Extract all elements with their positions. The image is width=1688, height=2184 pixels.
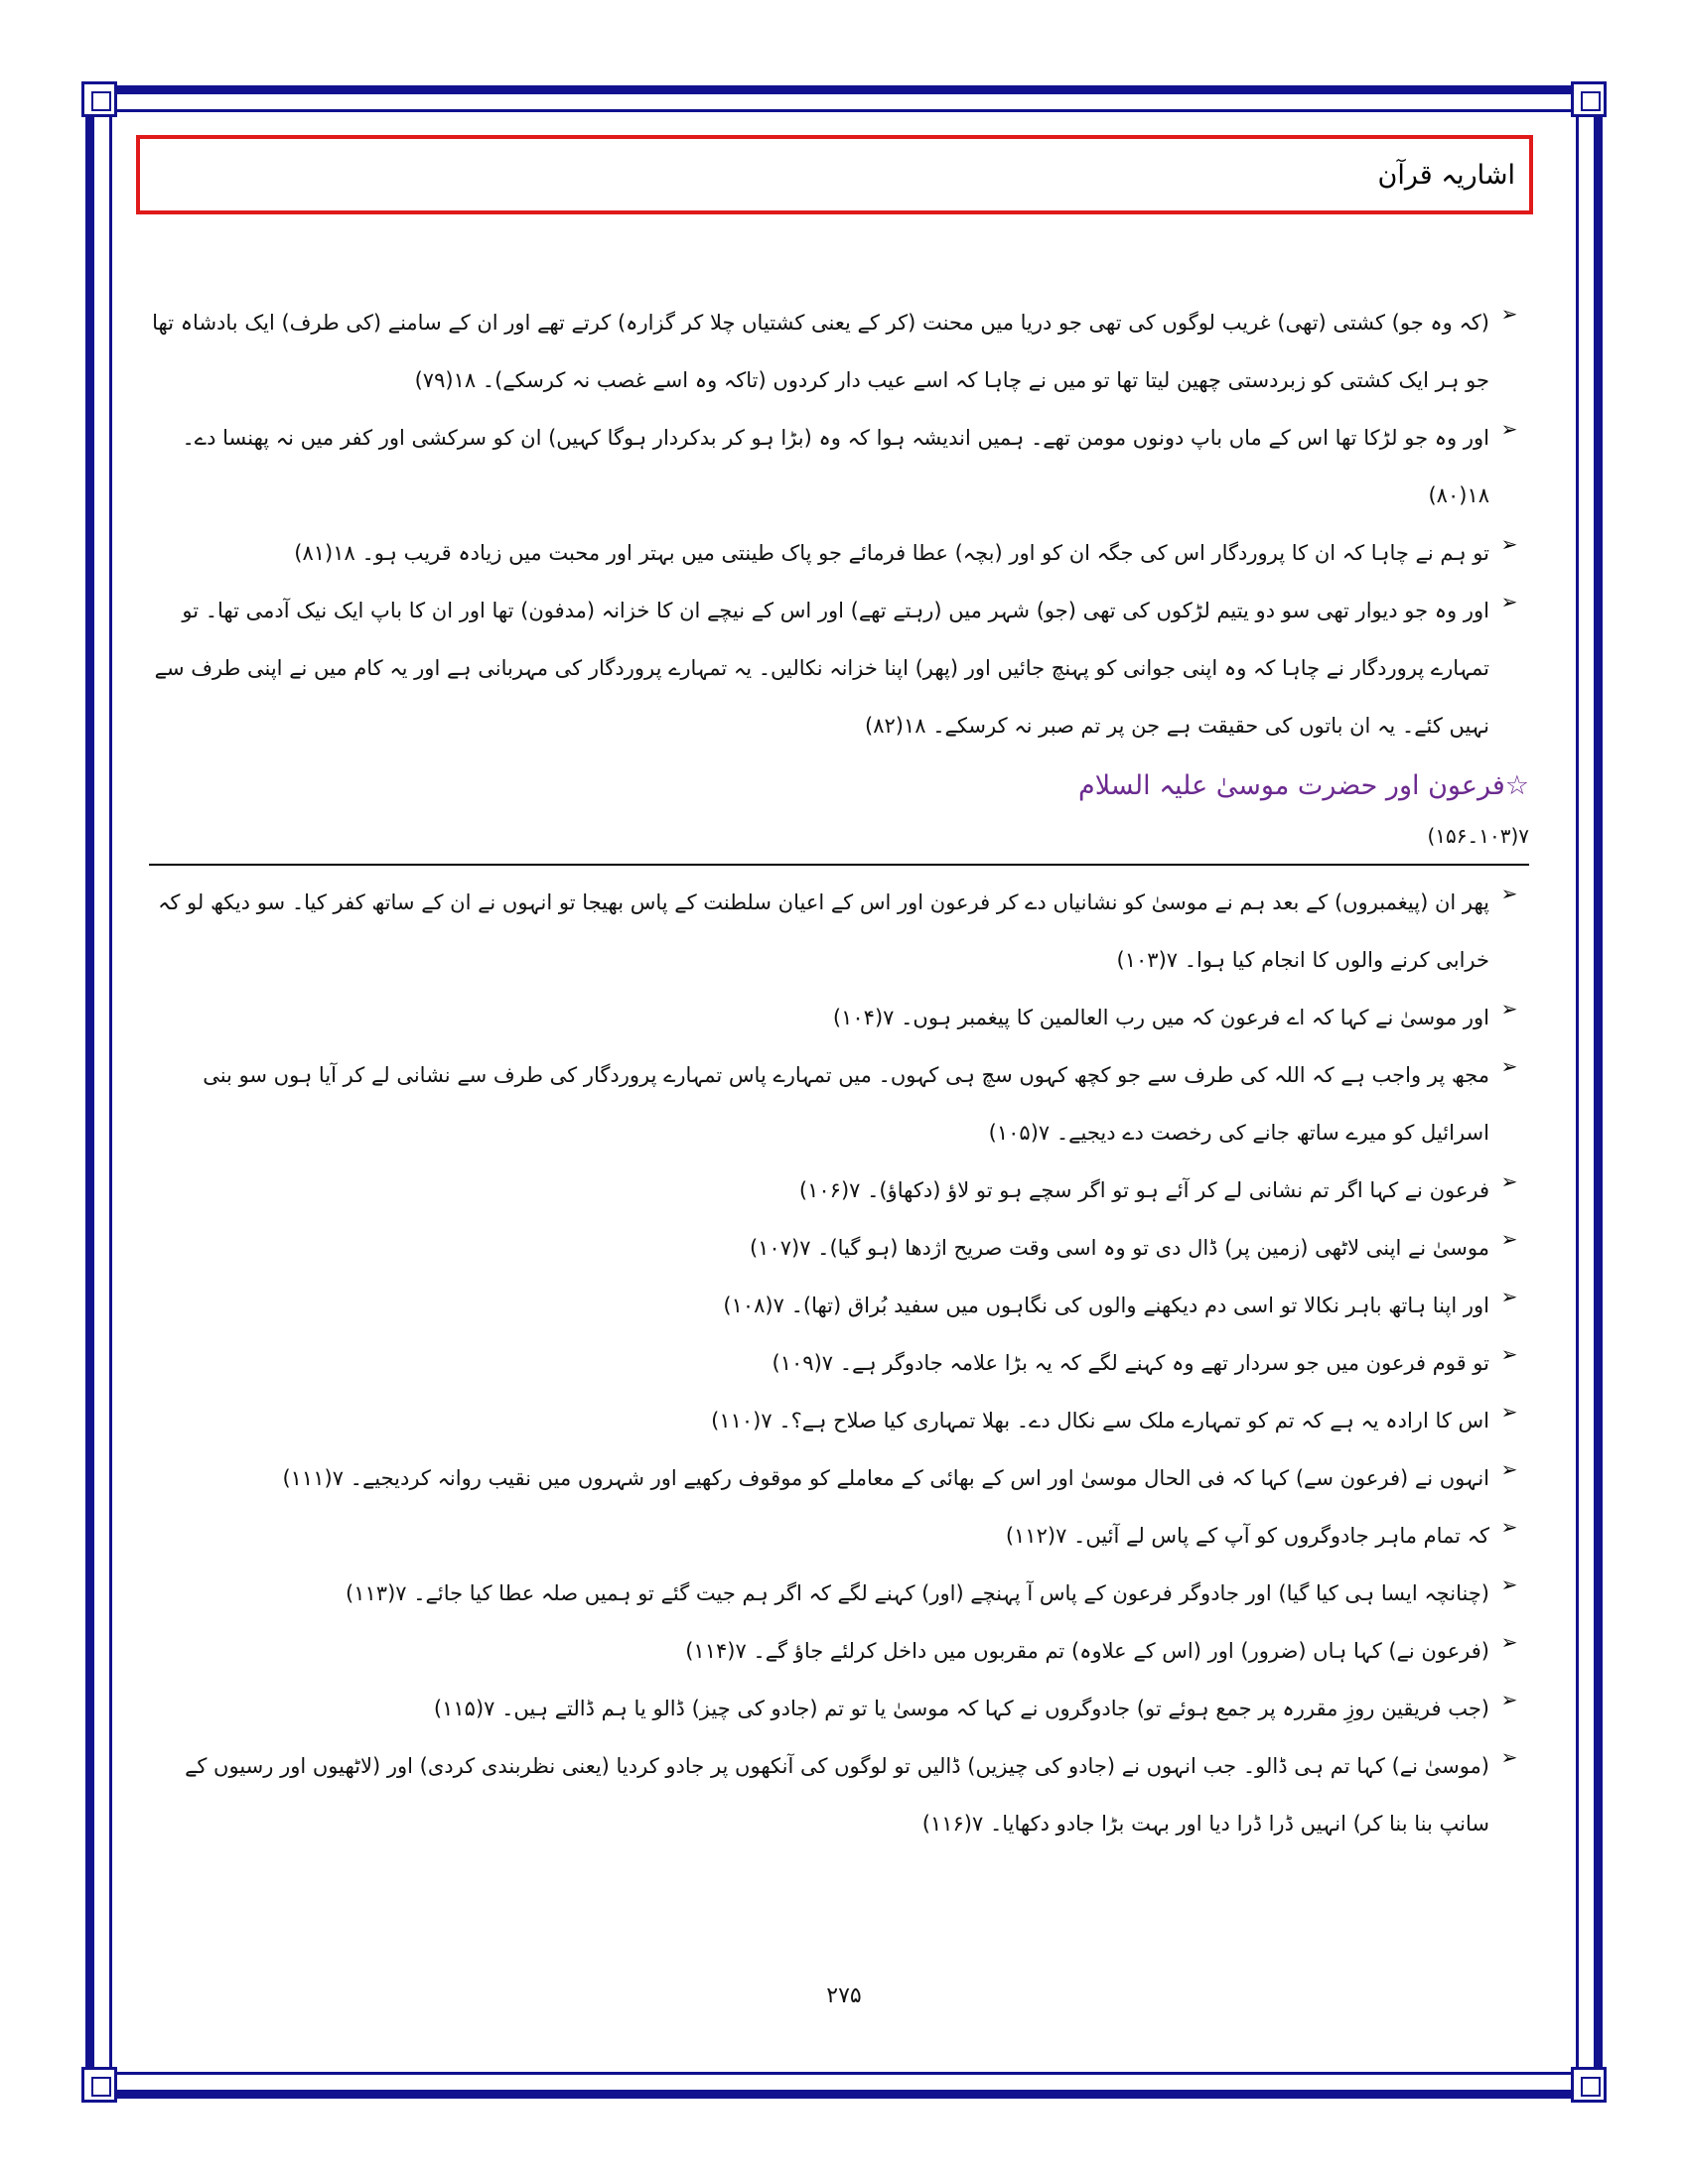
main-content [149, 294, 1529, 1852]
list-item-text: اور اپنا ہاتھ باہر نکالا تو اسی دم دیکھنے والوں کی نگاہوں میں سفید بُراق (تھا)۔ ۷(۱۰۸) [723, 1294, 1489, 1317]
arrow-bullet-icon: ➢ [1500, 1630, 1518, 1654]
list-item-text: تو قوم فرعون میں جو سردار تھے وہ کہنے لگے کہ یہ بڑا علامہ جادوگر ہے۔ ۷(۱۰۹) [772, 1351, 1489, 1375]
arrow-bullet-icon: ➢ [1500, 1572, 1518, 1596]
list-item-text: اور وہ جو لڑکا تھا اس کے ماں باپ دونوں مومن تھے۔ ہمیں اندیشہ ہوا کہ وہ (بڑا ہو کر بدکردار ہوگا کہیں) ان کو سرکشی اور کفر میں نہ پھنسا دے۔ ۱۸(۸۰) [182, 426, 1489, 507]
arrow-bullet-icon: ➢ [1500, 1688, 1518, 1711]
list-item [149, 1161, 1529, 1219]
list-item-text: کہ تمام ماہر جادوگروں کو آپ کے پاس لے آئیں۔ ۷(۱۱۲) [1005, 1524, 1489, 1548]
arrow-bullet-icon: ➢ [1500, 1227, 1518, 1251]
corner-ornament-top-left [81, 81, 117, 117]
list-item [149, 989, 1529, 1046]
list-item [149, 582, 1529, 754]
arrow-bullet-icon: ➢ [1500, 1745, 1518, 1769]
list-item [149, 1046, 1529, 1161]
list-item [149, 1449, 1529, 1507]
list-item-text: اس کا ارادہ یہ ہے کہ تم کو تمہارے ملک سے نکال دے۔ بھلا تمہاری کیا صلاح ہے؟۔ ۷(۱۱۰) [711, 1409, 1489, 1433]
list-item-text: اور وہ جو دیوار تھی سو دو یتیم لڑکوں کی تھی (جو) شہر میں (رہتے تھے) اور اس کے نیچے ان کا خزانہ (مدفون) تھا اور ان کا باپ ایک نیک آدمی تھا۔ تو تمہارے پروردگار نے چاہا کہ وہ اپنی جوانی کو پہنچ جائیں اور (پھر) اپنا خزانہ نکالیں۔ یہ تمہارے پروردگار کی مہربانی ہے اور یہ کام میں نے اپنی طرف سے نہیں کئے۔ یہ ان باتوں کی حقیقت ہے جن پر تم صبر نہ کرسکے۔ ۱۸(۸۲) [154, 599, 1489, 738]
arrow-bullet-icon: ➢ [1500, 1285, 1518, 1308]
arrow-bullet-icon: ➢ [1500, 997, 1518, 1021]
list-item [149, 524, 1529, 582]
list-item [149, 1680, 1529, 1737]
section-1-list [149, 294, 1529, 754]
page-title: اشاریہ قرآن [1377, 159, 1515, 191]
list-item-text: فرعون نے کہا اگر تم نشانی لے کر آئے ہو تو اگر سچے ہو تو لاؤ (دکھاؤ)۔ ۷(۱۰۶) [798, 1178, 1489, 1202]
arrow-bullet-icon: ➢ [1500, 1054, 1518, 1078]
list-item [149, 1334, 1529, 1392]
list-item-text: پھر ان (پیغمبروں) کے بعد ہم نے موسیٰ کو نشانیاں دے کر فرعون اور اس کے اعیان سلطنت کے پاس بھیجا تو انہوں نے ان کے ساتھ کفر کیا۔ سو دیکھ لو کہ خرابی کرنے والوں کا انجام کیا ہوا۔ ۷(۱۰۳) [158, 890, 1489, 972]
page-number: ۲۷۵ [826, 1983, 862, 2008]
list-item [149, 1565, 1529, 1622]
list-item-text: اور موسیٰ نے کہا کہ اے فرعون کہ میں رب العالمین کا پیغمبر ہوں۔ ۷(۱۰۴) [832, 1006, 1489, 1029]
list-item-text: تو ہم نے چاہا کہ ان کا پروردگار اس کی جگہ ان کو اور (بچہ) عطا فرمائے جو پاک طینتی میں بہتر اور محبت میں زیادہ قریب ہو۔ ۱۸(۸۱) [294, 541, 1489, 565]
corner-ornament-top-right [1571, 81, 1607, 117]
list-item [149, 294, 1529, 409]
section-heading: ☆فرعون اور حضرت موسیٰ علیہ السلام [1077, 770, 1529, 801]
list-item-text: (کہ وہ جو) کشتی (تھی) غریب لوگوں کی تھی جو دریا میں محنت (کر کے یعنی کشتیاں چلا کر گزارہ) کرتے تھے اور ان کے سامنے (کی طرف) ایک بادشاہ تھا جو ہر ایک کشتی کو زبردستی چھین لیتا تھا تو میں نے چاہا کہ اسے عیب دار کردوں (تاکہ وہ اسے غصب نہ کرسکے)۔ ۱۸(۷۹) [152, 311, 1489, 392]
list-item-text: (موسیٰ نے) کہا تم ہی ڈالو۔ جب انہوں نے (جادو کی چیزیں) ڈالیں تو لوگوں کی آنکھوں پر جادو کردیا (یعنی نظربندی کردی) اور (لاٹھیوں اور رسیوں کے سانپ بنا بنا کر) انہیں ڈرا ڈرا دیا اور بہت بڑا جادو دکھایا۔ ۷(۱۱۶) [185, 1754, 1489, 1836]
list-item [149, 1737, 1529, 1852]
corner-ornament-bottom-right [1571, 2067, 1607, 2103]
arrow-bullet-icon: ➢ [1500, 302, 1518, 326]
section-divider [149, 864, 1529, 866]
list-item-text: مجھ پر واجب ہے کہ اللہ کی طرف سے جو کچھ کہوں سچ ہی کہوں۔ میں تمہارے پاس تمہارے پروردگار کی طرف سے نشانی لے کر آیا ہوں سو بنی اسرائیل کو میرے ساتھ جانے کی رخصت دے دیجیے۔ ۷(۱۰۵) [203, 1063, 1489, 1145]
list-item-text: (چنانچہ ایسا ہی کیا گیا) اور جادوگر فرعون کے پاس آ پہنچے (اور) کہنے لگے کہ اگر ہم جیت گئے تو ہمیں صلہ عطا کیا جائے۔ ۷(۱۱۳) [346, 1581, 1489, 1605]
arrow-bullet-icon: ➢ [1500, 1515, 1518, 1539]
arrow-bullet-icon: ➢ [1500, 1169, 1518, 1193]
list-item [149, 409, 1529, 524]
arrow-bullet-icon: ➢ [1500, 882, 1518, 905]
list-item [149, 874, 1529, 989]
arrow-bullet-icon: ➢ [1500, 532, 1518, 556]
section-reference: ۷(۱۰۳۔۱۵۶) [1427, 824, 1529, 848]
list-item-text: (فرعون نے) کہا ہاں (ضرور) اور (اس کے علاوہ) تم مقربوں میں داخل کرلئے جاؤ گے۔ ۷(۱۱۴) [685, 1639, 1489, 1663]
arrow-bullet-icon: ➢ [1500, 590, 1518, 614]
list-item-text: موسیٰ نے اپنی لاٹھی (زمین پر) ڈال دی تو وہ اسی وقت صریح اژدھا (ہو گیا)۔ ۷(۱۰۷) [749, 1236, 1489, 1260]
list-item-text: انہوں نے (فرعون سے) کہا کہ فی الحال موسیٰ اور اس کے بھائی کے معاملے کو موقوف رکھیے اور شہروں میں نقیب روانہ کردیجیے۔ ۷(۱۱۱) [282, 1466, 1489, 1490]
list-item-text: (جب فریقین روزِ مقررہ پر جمع ہوئے تو) جادوگروں نے کہا کہ موسیٰ یا تو تم (جادو کی چیز) ڈالو یا ہم ڈالتے ہیں۔ ۷(۱۱۵) [433, 1697, 1489, 1720]
arrow-bullet-icon: ➢ [1500, 1400, 1518, 1424]
header-box [136, 135, 1533, 214]
list-item [149, 1622, 1529, 1680]
list-item [149, 1507, 1529, 1565]
arrow-bullet-icon: ➢ [1500, 1457, 1518, 1481]
list-item [149, 1219, 1529, 1277]
arrow-bullet-icon: ➢ [1500, 417, 1518, 441]
list-item [149, 1392, 1529, 1449]
section-2-list [149, 874, 1529, 1852]
arrow-bullet-icon: ➢ [1500, 1342, 1518, 1366]
corner-ornament-bottom-left [81, 2067, 117, 2103]
list-item [149, 1277, 1529, 1334]
